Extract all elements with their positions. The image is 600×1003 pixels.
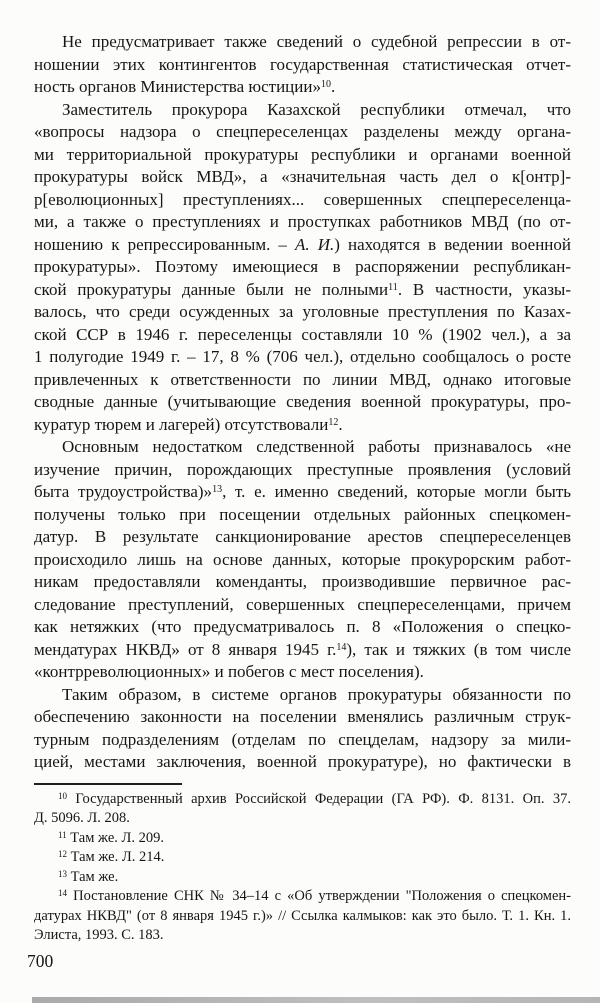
text-segment: следование преступлений, совершенных спецпереселенцами, причем: [34, 594, 571, 614]
text-segment: «контрреволюционных» и побегов с мест поселения).: [34, 662, 424, 681]
footnote-item: [34, 829, 571, 849]
text-line: [34, 549, 571, 572]
text-segment: Там же.: [67, 868, 119, 885]
text-segment: прокуратуры войск МВД», а «значительная часть дел о к[онтр]-: [34, 167, 571, 186]
text-segment: турным подразделениям (отделам по спецделам, надзору за мили-: [34, 729, 571, 749]
footnote-marker: 13: [58, 868, 67, 879]
footnote-item: [34, 887, 571, 946]
text-line: [34, 279, 571, 302]
text-segment: ношению к репрессированным. –: [34, 234, 296, 254]
text-line: [34, 684, 571, 707]
text-segment: Заместитель прокурора Казахской республики отмечал, что: [62, 99, 571, 119]
text-line: [34, 166, 571, 189]
footnotes-list: [34, 790, 571, 946]
text-segment: р[еволюционных] преступлениях... совершенных спецпереселенца-: [34, 189, 571, 209]
text-line: [34, 809, 571, 829]
text-segment: привлеченных к ответственности по линии МВД, однако итоговые: [34, 369, 571, 389]
text-line: [34, 829, 571, 849]
text-segment: прокуратуры». Поэтому имеющиеся в распоряжении республикан-: [34, 257, 571, 276]
text-segment: А. И.: [295, 234, 335, 254]
footnote-marker: 11: [58, 829, 67, 840]
page-number: 700: [27, 951, 54, 971]
footnote-marker: 10: [320, 79, 331, 90]
text-segment: мендатурах НКВД» от 8 января 1945 г.: [34, 639, 337, 659]
text-segment: Постановление СНК № 34–14 с «Об утверждении "Положения о спецкомен-: [67, 888, 571, 904]
text-segment: ми территориальной прокуратуры республики и органами военной: [34, 144, 571, 164]
paragraph: [34, 436, 571, 684]
text-line: [34, 887, 571, 907]
footnote-marker: 12: [328, 416, 339, 428]
text-line: [34, 256, 571, 279]
text-line: [34, 369, 571, 392]
text-segment: «вопросы надзора о спецпереселенцах разделены между органа-: [34, 122, 571, 141]
text-line: [34, 661, 571, 684]
text-line: [34, 346, 571, 369]
text-segment: Основным недостатком следственной работы признавалось «не: [62, 437, 571, 456]
footnote-marker: 12: [58, 849, 67, 859]
text-line: [34, 848, 571, 868]
text-segment: ношении этих контингентов государственная статистическая отчет-: [34, 54, 571, 74]
text-line: [34, 54, 571, 77]
text-segment: Таким образом, в системе органов прокуратуры обязанности по: [62, 684, 571, 704]
text-segment: никам предоставляли коменданты, производившие первичное рас-: [34, 572, 571, 591]
footnote-marker: 14: [336, 641, 347, 653]
text-segment: Там же. Л. 214.: [67, 849, 165, 865]
text-line: [34, 121, 571, 144]
text-segment: цией, местами заключения, военной прокуратуре), но фактически в: [34, 752, 571, 771]
text-segment: куратур тюрем и лагерей) отсутствовали: [34, 414, 329, 434]
text-line: [34, 639, 571, 662]
text-line: [34, 868, 571, 888]
text-line: [34, 729, 571, 752]
text-line: [34, 926, 571, 946]
footnote-marker: 11: [388, 281, 398, 293]
text-segment: Государственный архив Российской Федерации (ГА РФ). Ф. 8131. Оп. 37.: [67, 790, 571, 807]
text-block: [34, 31, 571, 946]
text-line: [34, 324, 571, 347]
footnote-marker: 14: [58, 888, 67, 898]
text-segment: ми, а также о преступлениях и проступках работников МВД (по от-: [34, 212, 571, 231]
footnote-item: [34, 790, 571, 829]
text-line: [34, 616, 571, 639]
text-segment: датур. В результате санкционирование арестов спецпереселенцев: [34, 527, 571, 546]
text-line: [34, 594, 571, 617]
text-line: [34, 144, 571, 167]
text-segment: Не предусматривает также сведений о судебной репрессии в от-: [62, 32, 571, 51]
footnote-item: [34, 868, 571, 888]
text-segment: .: [330, 77, 336, 96]
text-line: [34, 189, 571, 212]
text-segment: . В частности, указы-: [397, 279, 571, 299]
text-segment: датурах НКВД" (от 8 января 1945 г.)» // Ссылка калмыков: как это было. Т. 1. Кн. 1.: [34, 907, 571, 924]
text-line: [34, 706, 571, 729]
footnote-marker: 13: [212, 484, 223, 495]
text-line: [34, 76, 571, 99]
text-line: [34, 414, 571, 437]
text-segment: ) находятся в ведении военной: [334, 234, 571, 254]
text-segment: быта трудоустройства)»: [34, 482, 213, 501]
footnote-marker: 10: [58, 790, 67, 801]
text-line: [34, 481, 571, 504]
text-line: [34, 526, 571, 549]
text-segment: ность органов Министерства юстиции»: [34, 77, 321, 96]
text-line: [34, 234, 571, 257]
text-line: [34, 301, 571, 324]
text-segment: ской прокуратуры данные были не полными: [34, 279, 389, 299]
text-line: [34, 99, 571, 122]
body-text: [34, 31, 571, 774]
text-segment: как нетяжких (что предусматривалось п. 8 «Положения о спецко-: [34, 617, 571, 636]
text-segment: изучение причин, порождающих преступные проявления (условий: [34, 459, 571, 479]
text-line: [34, 571, 571, 594]
text-segment: обеспечению законности на поселении вменялись различным струк-: [34, 707, 571, 726]
text-segment: Д. 5096. Л. 208.: [34, 810, 130, 826]
text-segment: Там же. Л. 209.: [66, 829, 165, 846]
text-segment: .: [338, 414, 343, 434]
text-line: [34, 211, 571, 234]
scan-edge-shadow: [32, 997, 600, 1003]
text-segment: валось, что среди осужденных за уголовные преступления по Казах-: [34, 302, 571, 321]
text-line: [34, 31, 571, 54]
paragraph: [34, 31, 571, 99]
text-segment: сводные данные (учитывающие сведения военной прокуратуры, про-: [34, 392, 571, 411]
text-line: [34, 790, 571, 810]
text-segment: ), так и тяжких (в том числе: [346, 639, 571, 659]
paragraph: [34, 99, 571, 437]
text-line: [34, 391, 571, 414]
text-segment: получены только при посещении отдельных районных спецкомен-: [34, 504, 571, 524]
text-segment: 1 полугодие 1949 г. – 17, 8 % (706 чел.), отдельно сообщалось о росте: [34, 347, 571, 366]
text-line: [34, 459, 571, 482]
text-line: [34, 907, 571, 927]
text-segment: происходило лишь на основе данных, которые прокурорским работ-: [34, 549, 571, 569]
text-line: [34, 751, 571, 774]
text-segment: , т. е. именно сведений, которые могли быть: [222, 482, 571, 501]
text-line: [34, 504, 571, 527]
text-line: [34, 436, 571, 459]
text-segment: ской ССР в 1946 г. переселенцы составляли 10 % (1902 чел.), а за: [34, 324, 571, 344]
text-segment: Элиста, 1993. С. 183.: [34, 927, 164, 943]
paragraph: [34, 684, 571, 774]
footnote-item: [34, 848, 571, 868]
footnote-separator: [34, 783, 182, 785]
